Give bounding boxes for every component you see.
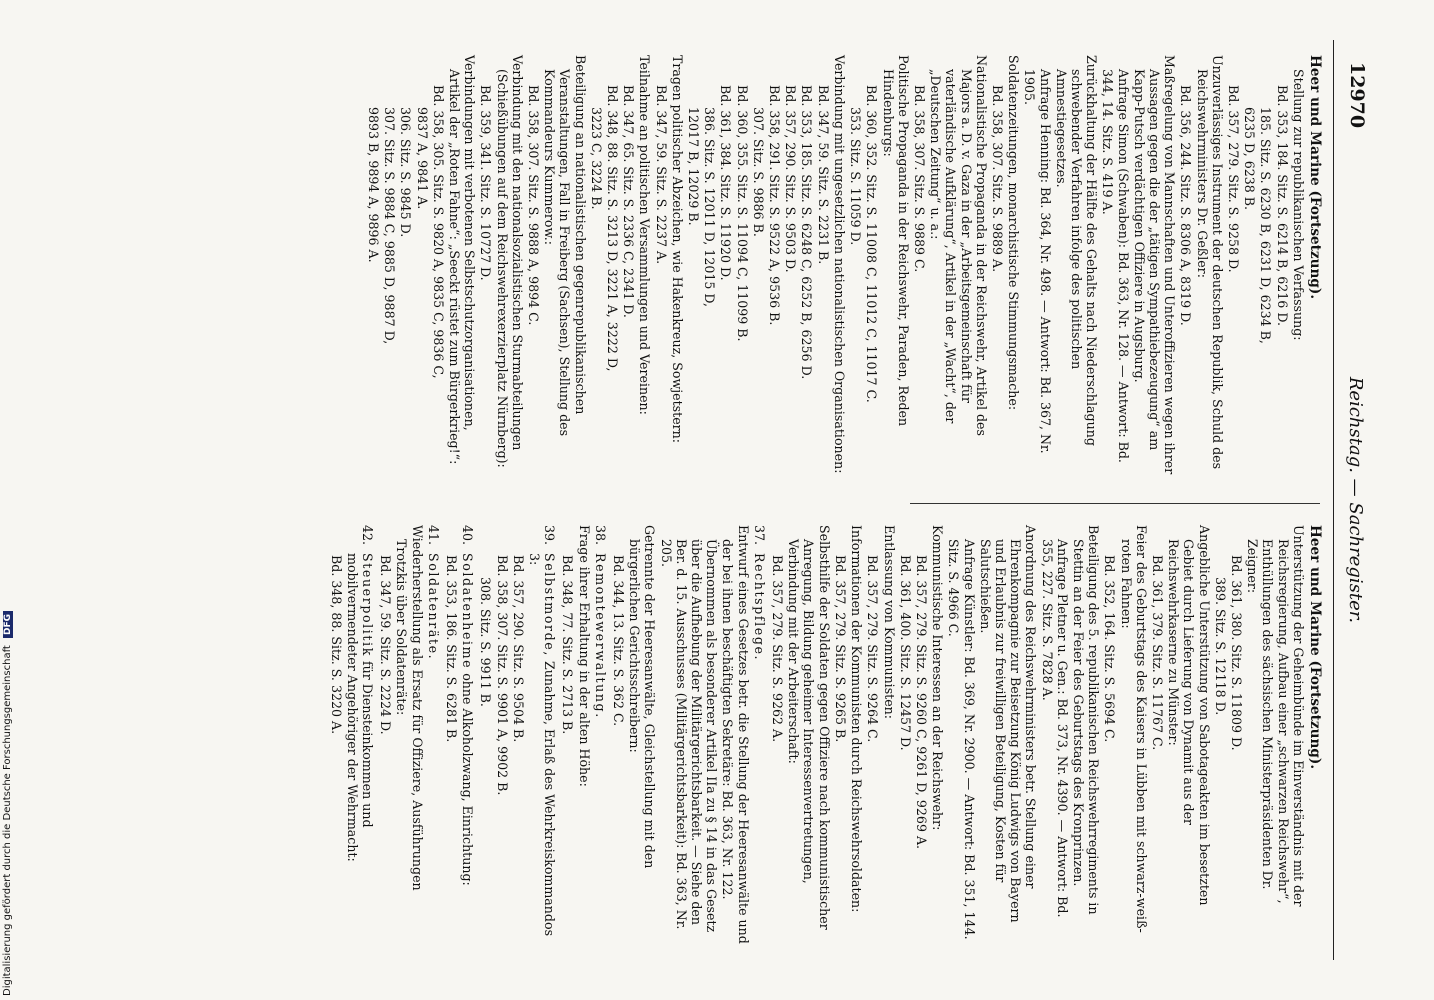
index-entry: Bd. 357, 279. Sitz. S. 9265 B. [832, 555, 848, 743]
index-entry: 185. Sitz. S. 6230 B, 6231 D, 6234 B, [1258, 107, 1274, 344]
index-entry: Entwurf eines Gesetzes betr. die Stellung der Heeresanwälte und der bei ihnen beschäftigten Sekretäre: Bd. 363, Nr. 122. [720, 525, 751, 944]
index-entry: 307. Sitz. S. 9884 C, 9885 D, 9887 D, [382, 107, 398, 345]
index-entry: Selbsthilfe der Soldaten gegen Offiziere nach kommunistischer Anregung, Bildung geheimer Interessenvertretungen, Verbindung mit der Arbeiterschaft: [786, 525, 832, 930]
index-entry: Teilnahme an politischen Versammlungen und Vereinen: [637, 55, 653, 415]
index-entry: 307. Sitz. S. 9886 B. [750, 107, 766, 237]
column-divider [910, 503, 1320, 504]
index-entry: Anfrage Simon (Schwaben): Bd. 363, Nr. 128. — Antwort: Bd. 344, 14. Sitz. S. 419 A. [1100, 69, 1131, 463]
index-entry: Bd. 347, 59. Sitz. S. 2231 B. [815, 85, 831, 265]
index-entry: Bd. 357, 279. Sitz. S. 9262 A. [770, 555, 786, 743]
entry-keyword: Selbstmorde, [542, 553, 558, 657]
index-entry: Verbindung mit den nationalsozialistischen Sturmabteilungen (Schießübungen auf dem Reichswehrexerzierplatz Nürnberg): [494, 55, 525, 468]
running-title: Reichstag. — Sachregister. [1345, 376, 1366, 624]
index-entry: Verbindungen mit verbotenen Selbstschutzorganisationen, Artikel der „Roten Fahne“: „Seeckt rüstet zum Bürgerkrieg!“: [447, 55, 478, 465]
entry-number: 38. [592, 525, 608, 546]
index-entry: Soldatenzeitungen, monarchistische Stimmungsmache: [1006, 55, 1022, 411]
index-entry: Bd. 359, 341. Sitz. S. 10727 D. [478, 85, 494, 281]
index-entry: Bd. 353, 186. Sitz. S. 6281 B. [444, 555, 460, 743]
index-entry: Zurückhaltung der Hälfte des Gehalts nach Niederschlagung schwebender Verfahren infolge des politischen Amnestiegesetzes. [1053, 55, 1100, 446]
index-entry: 306. Sitz. S. 9845 D. [398, 107, 414, 238]
numbered-entry [593, 525, 608, 945]
index-entry: Bd. 347, 59. Sitz. S. 2224 D. [378, 555, 394, 735]
index-entry: Bd. 357, 279. Sitz. S. 9258 D. [1225, 85, 1241, 273]
index-entry: 9893 B, 9894 A, 9896 A. [366, 107, 382, 263]
index-entry: Wiederherstellung als Ersatz für Offiziere, Ausführungen Trotzkis über Soldatenräte: [394, 525, 425, 891]
entry-number: 42. [360, 525, 376, 546]
index-entry: Bd. 348, 88. Sitz. S. 3213 D, 3221 A, 3222 D, [605, 85, 621, 372]
index-entry: Entlassung von Kommunisten: [881, 525, 897, 720]
index-entry: Anfrage Henning: Bd. 364, Nr. 498. — Antwort: Bd. 367, Nr. 1905. [1022, 69, 1053, 454]
entry-text: für Diensteinkommen und mobilvermendeter Angehöriger der Wehrmacht: [344, 553, 376, 862]
index-entry: Bd. 361, 379. Sitz. S. 11767 C. [1149, 555, 1165, 751]
dfg-logo: DFG [3, 611, 13, 638]
numbered-entry [426, 525, 441, 945]
index-entry: 308. Sitz. S. 9911 B. [478, 577, 494, 707]
index-entry: 389. Sitz. S. 12118 D. [1212, 577, 1228, 716]
right-column [327, 525, 1322, 945]
entry-number: 40. [460, 525, 476, 546]
index-entry: Bd. 348, 88. Sitz. S. 3220 A. [328, 555, 344, 735]
index-entry: Anordnung des Reichswehrministers betr. Stellung einer Ehrenkompagnie zur Beisetzung König Ludwigs von Bayern und Erlaubnis zur freiwilligen Beteiligung, Kosten für Salutschießen. [977, 525, 1039, 923]
index-entry: Bd. 357, 279. Sitz. S. 9260 C, 9261 D, 9269 A. [913, 555, 929, 850]
entry-number: 41. [425, 525, 441, 546]
index-entry: Bd. 361, 400. Sitz. S. 12457 D. [897, 555, 913, 751]
entry-text: Zunahme, Erlaß des Wehrkreiskommandos 3: [527, 553, 558, 937]
section-heading: Heer und Marine (Fortsetzung). [1307, 55, 1323, 300]
index-entry: Bd. 347, 59. Sitz. S. 2237 A. [653, 85, 669, 265]
index-entry: Bd. 361, 380. Sitz. S. 11809 D. [1228, 555, 1244, 751]
index-entry: Bd. 353, 185. Sitz. S. 6248 C, 6252 B, 6256 D. [799, 85, 815, 380]
index-entry: Bd. 344, 13. Sitz. S. 362 C. [611, 555, 627, 727]
entry-keyword: Soldatenräte. [425, 553, 441, 661]
index-entry: Bd. 358, 307. Sitz. S. 9889 A. [989, 85, 1005, 273]
index-entry: Unzuverlässiges Instrument der deutschen Republik, Schuld des Reichswehrministers Dr. Geßler: [1194, 55, 1225, 470]
index-entry: Informationen der Kommunisten durch Reichswehrsoldaten: [849, 525, 865, 913]
index-entry: 9837 A, 9841 A. [414, 107, 430, 210]
entry-number: 37. [751, 525, 767, 546]
index-entry: 3223 C, 3224 B. [588, 107, 604, 210]
index-entry: Bd. 360, 352. Sitz. S. 11008 C, 11012 C, 11017 C. [864, 85, 880, 403]
index-entry: 386. Sitz. S. 12011 D, 12015 D, [702, 107, 718, 308]
entry-number: 39. [542, 525, 558, 546]
index-entry: Bd. 357, 290. Sitz. S. 9504 B. [510, 555, 526, 743]
entry-keyword: Soldatenheime [460, 553, 476, 670]
index-entry: Angebliche Unterstützung von Sabotageakten im besetzten Gebiet durch Lieferung von Dynamit aus der Reichswehrkaserne zu Münster: [1166, 525, 1212, 906]
index-entry: Bd. 358, 307. Sitz. S. 9901 A, 9902 B. [494, 555, 510, 796]
index-entry: Anfrage Pletner u. Gen.: Bd. 373, Nr. 4390. — Antwort: Bd. 355, 227. Sitz. S. 7828 A. [1039, 539, 1070, 918]
index-entry: Beteiligung des 5. republikanischen Reichswehrregiments in Stettin an der Feier des Geburtstags des Kronprinzen. [1070, 525, 1102, 915]
section-heading: Heer und Marine (Fortsetzung). [1307, 525, 1323, 770]
index-entry: Beteiligung an nationalistischen gegenrepublikanischen Veranstaltungen, Fall in Freiberg (Sachsen), Stellung des Kommandeurs Kummerow.: [542, 55, 588, 437]
entry-keyword: Remontewerwaltung. [592, 553, 608, 719]
index-entry: Kommunistische Interessen an der Reichswehr: [930, 525, 946, 831]
index-entry: Bd. 353, 184. Sitz. S. 6214 B, 6216 D. [1274, 85, 1290, 326]
index-entry: Nationalistische Propaganda in der Reichswehr, Artikel des Majors a. D. v. Gaza in der „Arbeitsgemeinschaft für vaterländische Aufklärung“, Artikel in der „Wacht“, der „Deutschen Zeitung“ u. a.: [928, 55, 989, 436]
index-entry: Frage ihrer Erhaltung in der alten Höhe: [576, 525, 592, 787]
index-entry: Bd. 361, 384. Sitz. S. 11920 D. [718, 85, 734, 281]
index-entry: Tragen politischer Abzeichen, wie Hakenkreuz, Sowjetstern: [669, 55, 685, 444]
page-header [1334, 40, 1374, 960]
index-entry: Bd. 357, 279. Sitz. S. 9264 C. [865, 555, 881, 743]
index-entry: Bd. 358, 305. Sitz. S. 9820 A, 9835 C, 9836 C, [430, 85, 446, 379]
index-entry: Bd. 352, 164. Sitz. S. 5694 C. [1102, 555, 1118, 743]
entry-text: ohne Alkoholzwang, Einrichtung: [460, 669, 476, 886]
entry-keyword: Steuerpolitik [360, 553, 376, 657]
index-entry: Getrennte der Heeresanwälte, Gleichstellung mit den bürgerlichen Gerichtsschreibern: [627, 525, 658, 869]
numbered-entry [752, 525, 767, 945]
index-entry: Übernommen als besonderer Artikel IIa zu § 14 in das Gesetz über die Aufhebung der Militärgerichtsbarkeit. — Siehe den Ber. d. 15. Ausschusses (Militärgerichtsbarkeit): Bd. 363, Nr. 205. [658, 539, 720, 933]
index-entry: Bd. 358, 291. Sitz. S. 9522 A, 9536 B. [767, 85, 783, 326]
index-entry: Bd. 356, 244. Sitz. S. 8306 A, 8319 D. [1178, 85, 1194, 326]
entry-keyword: Rechtspflege. [751, 553, 767, 662]
numbered-entry [345, 525, 375, 945]
index-entry: Bd. 360, 355. Sitz. S. 11094 C, 11099 B. [734, 85, 750, 342]
index-entry: Stellung zur republikanischen Verfassung: [1290, 69, 1306, 341]
index-entry: Bd. 357, 290. Sitz. S. 9503 D. [783, 85, 799, 273]
index-entry: Unterstützung der Geheimbünde im Einverständnis mit der Reichsregierung, Aufbau einer „schwarzen Reichswehr“, Enthüllungen des sächsischen Ministerpräsidenten Dr. Zeigner: [1245, 525, 1306, 907]
left-column [365, 55, 1322, 475]
numbered-entry [527, 525, 557, 945]
index-entry: Feier des Geburtstags des Kaisers in Lübben mit schwarz-weiß-roten Fahnen: [1118, 525, 1149, 933]
index-entry: 353. Sitz. S. 11059 D. [848, 107, 864, 246]
index-entry: Bd. 358, 307. Sitz. S. 9889 C. [911, 85, 927, 273]
index-entry: Verbindung mit ungesetzlichen nationalistischen Organisationen: [831, 55, 847, 474]
index-entry: Maßregelung von Mannschaften und Unteroffizieren wegen ihrer Aussagen gegen die der „tätigen Sympathiebezeugung“ am Kapp-Putsch verdächtigen Offiziere in Augsburg. [1131, 55, 1178, 475]
index-entry: Politische Propaganda in der Reichswehr, Paraden, Reden Hindenburgs: [880, 55, 911, 427]
page-number: 12970 [1346, 62, 1368, 129]
index-entry: 6235 D, 6238 B. [1242, 107, 1258, 211]
index-entry: Anfrage Künstler: Bd. 369, Nr. 2900. — Antwort: Bd. 351, 144. Sitz. S. 4966 C. [946, 539, 977, 940]
index-entry: Bd. 347, 65. Sitz. S. 2336 C, 2341 D. [621, 85, 637, 318]
index-entry: Bd. 348, 77. Sitz. S. 2713 B. [560, 555, 576, 735]
credit-text: Digitalisierung gefördert durch die Deutsche Forschungsgemeinschaft [2, 645, 13, 996]
index-entry: Bd. 358, 307. Sitz. S. 9888 A, 9894 C. [526, 85, 542, 326]
header-rule [1333, 40, 1334, 960]
digitization-credit [2, 6, 18, 996]
numbered-entry [460, 525, 475, 945]
index-entry: 12017 B, 12029 B. [686, 107, 702, 226]
